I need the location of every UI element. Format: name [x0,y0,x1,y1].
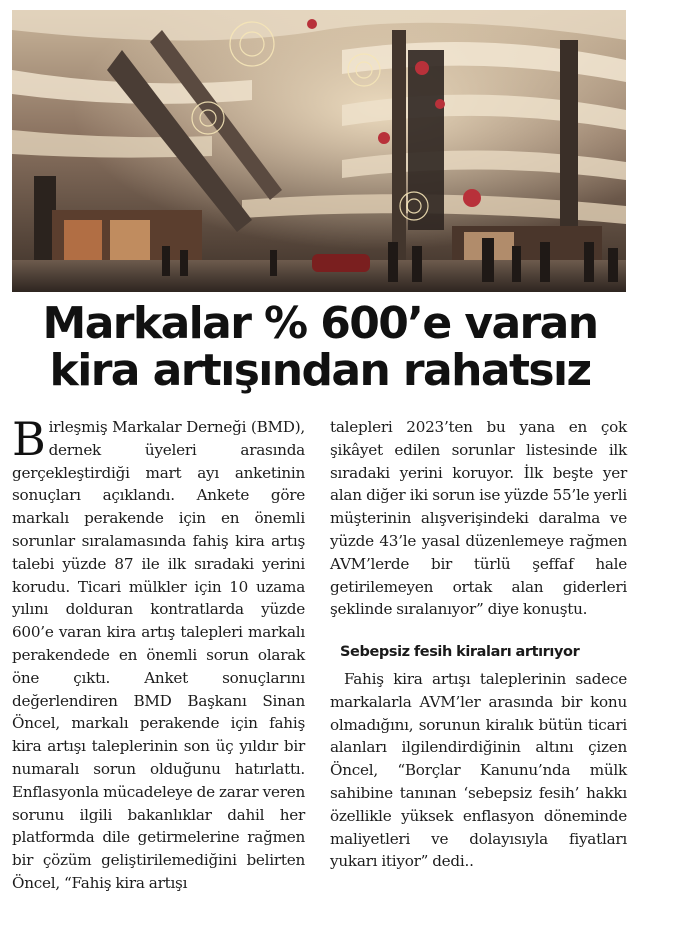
article-column-left [12,412,305,895]
subheading: Sebepsiz fesih kiraları artırıyor [340,644,580,661]
headline-line-2: kira artışından rahatsız [49,345,591,396]
article-paragraph-1 [12,412,305,895]
mall-interior-photo [12,10,626,292]
shopping-mall-interior-photo [12,10,626,292]
article-column-right [330,416,627,873]
drop-cap: B [12,412,46,466]
article-text-left: irleşmiş Markalar Derneği (BMD), dernek üyeleri arasında gerçekleştirdiği mart ayı anketinin sonuçları açıklandı. Ankete göre markalı perakende için en önemli sorunlar sıralamasında fahiş kira artış talebi yüzde 87 ile ilk sıradaki yerini korudu. Ticari mülkler için 10 uzama yılını dolduran kontratlarda yüzde 600’e varan kira artış talepleri markalı perakendede en önemli sorun olarak öne çıktı. Anket sonuçlarını değerlendiren BMD Başkanı Sinan Öncel, markalı perakende için fahiş kira artışı taleplerinin son üç yıldır bir numaralı sorun olduğunu hatırlattı. Enflasyonla mücadeleye de zarar veren sorunu ilgili bakanlıklar dahil her platformda dile getirmelerine rağmen bir çözüm geliştirilemediğini belirten Öncel, “Fahiş kira artışı [12,418,305,892]
article-paragraph-2: talepleri 2023’ten bu yana en çok şikâyet edilen sorunlar listesinde ilk sıradaki yerini koruyor. İlk beşte yer alan diğer iki sorun ise yüzde 55’le yerli müşterinin alışverişindeki daralma ve yüzde 43’le yasal düzenlemeye rağmen AVM’lerde bir türlü şeffaf hale getirilemeyen ortak alan giderleri şeklinde sıralanıyor” diye konuştu. [330,418,627,619]
headline [0,300,640,394]
headline-line-1: Markalar % 600’e varan [42,298,598,349]
article-paragraph-3: Fahiş kira artışı taleplerinin sadece markalarla AVM’ler arasında bir konu olmadığını, sorunun kiralık bütün ticari alanları ilgilendirdiğinin altını çizen Öncel, “Borçlar Kanunu’nda mülk sahibine tanınan ‘sebepsiz fesih’ hakkı özellikle yüksek enflasyon döneminde maliyetleri ve dolayısıyla fiyatları yukarı itiyor” dedi.. [330,669,627,871]
